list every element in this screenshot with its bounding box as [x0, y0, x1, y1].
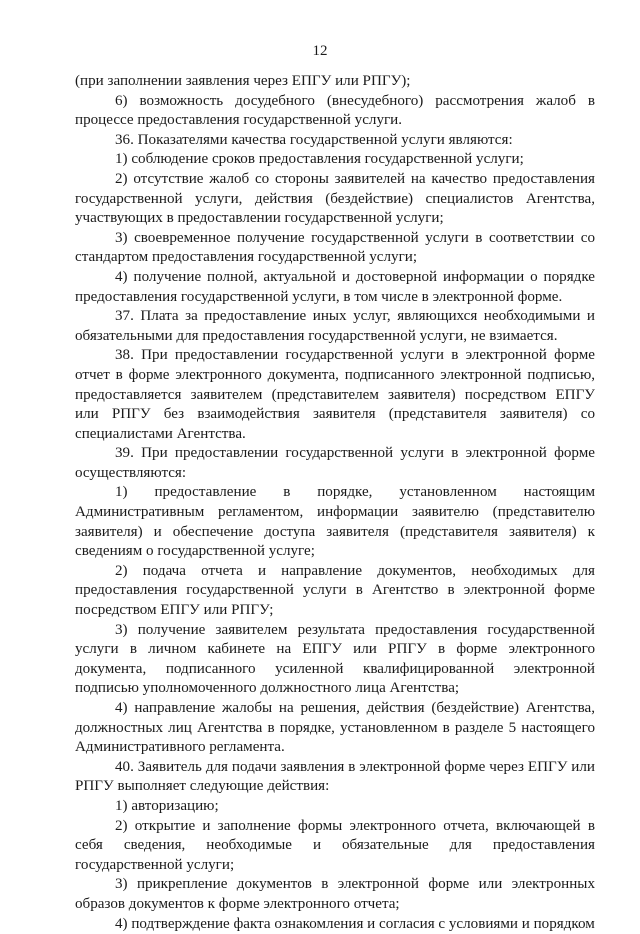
- paragraph: 6) возможность досудебного (внесудебного) рассмотрения жалоб в процессе предоставления государственной услуги.: [75, 92, 595, 129]
- paragraph: 4) подтверждение факта ознакомления и согласия с условиями и порядком: [115, 915, 595, 932]
- paragraph: 38. При предоставлении государственной услуги в электронной форме отчет в форме электронного документа, подписанного электронной подписью, предоставляется заявителем (представителем заявителя) посредством ЕПГУ или РПГУ без взаимодействия заявителя (представителя заявителя) со специалистами Агентства.: [75, 347, 595, 442]
- paragraph: 40. Заявитель для подачи заявления в электронной форме через ЕПГУ или РПГУ выполняет следующие действия:: [75, 758, 595, 795]
- paragraph: 3) своевременное получение государственной услуги в соответствии со стандартом предоставления государственной услуги;: [75, 229, 595, 266]
- paragraph: 1) предоставление в порядке, установленном настоящим Административным регламентом, информации заявителю (представителю заявителя) и обеспечение доступа заявителя (представителя заявителя) к сведениям о государственной услуге;: [75, 484, 595, 560]
- paragraph: 2) подача отчета и направление документов, необходимых для предоставления государственной услуги в Агентство в электронной форме посредством ЕПГУ или РПГУ;: [75, 562, 595, 619]
- paragraph: 39. При предоставлении государственной услуги в электронной форме осуществляются:: [75, 445, 595, 481]
- document-body: [75, 72, 595, 934]
- paragraph: 3) прикрепление документов в электронной форме или электронных образов документов к форме электронного отчета;: [75, 876, 595, 912]
- page-number: 12: [312, 43, 328, 59]
- paragraph: 1) соблюдение сроков предоставления государственной услуги;: [115, 151, 524, 168]
- paragraph: 2) открытие и заполнение формы электронного отчета, включающей в себя сведения, необходимые и обязательные для предоставления государственной услуги;: [75, 817, 595, 873]
- paragraph: 2) отсутствие жалоб со стороны заявителей на качество предоставления государственной услуги, действия (бездействие) специалистов Агентства, участвующих в предоставлении государственной услуги;: [75, 170, 595, 227]
- paragraph: 37. Плата за предоставление иных услуг, являющихся необходимыми и обязательными для предоставления государственной услуги, не взимается.: [75, 308, 595, 344]
- paragraph: 1) авторизацию;: [115, 797, 219, 814]
- paragraph: (при заполнении заявления через ЕПГУ или РПГУ);: [75, 73, 411, 89]
- paragraph: 36. Показателями качества государственной услуги являются:: [115, 131, 513, 148]
- paragraph: 3) получение заявителем результата предоставления государственной услуги в личном кабинете на ЕПГУ или РПГУ в форме электронного документа, подписанного усиленной квалифицированной электронной подписью уполномоченного должностного лица Агентства;: [75, 621, 595, 697]
- paragraph: 4) направление жалобы на решения, действия (бездействие) Агентства, должностных лиц Агентства в порядке, установленном в разделе 5 настоящего Административного регламента.: [75, 700, 595, 756]
- paragraph: 4) получение полной, актуальной и достоверной информации о порядке предоставления государственной услуги, в том числе в электронной форме.: [75, 268, 595, 305]
